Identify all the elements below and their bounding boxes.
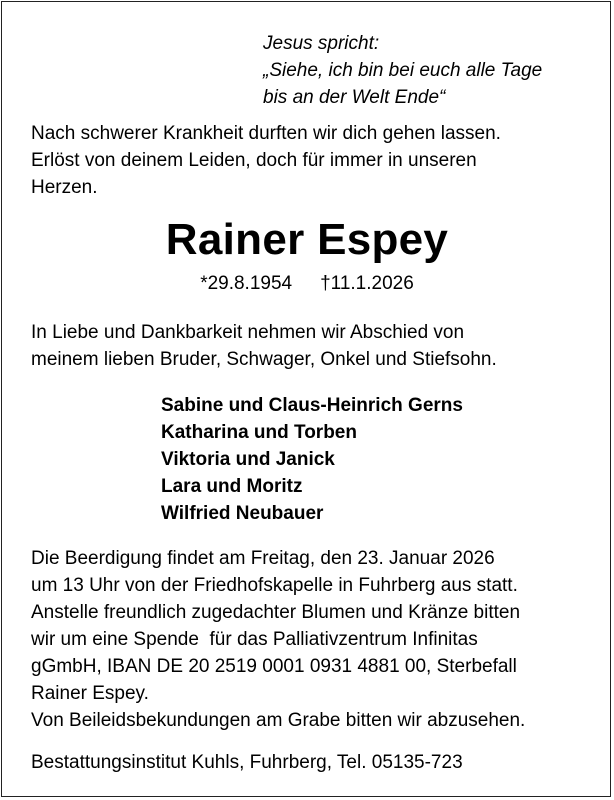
funeral-details [31,545,525,734]
farewell-text [31,319,497,373]
life-dates [0,271,614,297]
funeral-line: Die Beerdigung findet am Freitag, den 23. Januar 2026 [31,548,495,569]
quote-line: Jesus spricht: [263,33,380,54]
quote-line: bis an der Welt Ende“ [263,87,446,108]
intro-line: Herzen. [31,177,98,198]
funeral-line: Von Beileidsbekundungen am Grabe bitten wir abzusehen. [31,710,526,731]
funeral-line: gGmbH, IBAN DE 20 2519 0001 0931 4881 00, Sterbefall [31,656,517,677]
intro-line: Erlöst von deinem Leiden, doch für immer in unseren [31,150,477,171]
birth-date: *29.8.1954 [200,273,293,294]
farewell-line: meinem lieben Bruder, Schwager, Onkel und Stiefsohn. [31,349,497,370]
intro-line: Nach schwerer Krankheit durften wir dich gehen lassen. [31,123,501,144]
quote-line: „Siehe, ich bin bei euch alle Tage [263,60,543,81]
mourner-name: Katharina und Torben [161,422,357,443]
funeral-line: wir um eine Spende für das Palliativzentrum Infinitas [31,629,478,650]
mourner-name: Sabine und Claus-Heinrich Gerns [161,395,463,416]
funeral-line: um 13 Uhr von der Friedhofskapelle in Fuhrberg aus statt. [31,575,518,596]
funeral-line: Rainer Espey. [31,683,149,704]
mourner-name: Lara und Moritz [161,476,303,497]
mourner-name: Wilfried Neubauer [161,503,324,524]
farewell-line: In Liebe und Dankbarkeit nehmen wir Abschied von [31,322,465,343]
intro-text [31,120,501,201]
deceased-name: Rainer Espey [165,215,449,264]
undertaker-contact: Bestattungsinstitut Kuhls, Fuhrberg, Tel. 05135-723 [31,752,463,773]
mourners-list [161,392,463,527]
bible-quote [263,30,542,111]
mourner-name: Viktoria und Janick [161,449,335,470]
funeral-line: Anstelle freundlich zugedachter Blumen und Kränze bitten [31,602,521,623]
death-date: †11.1.2026 [320,273,414,294]
